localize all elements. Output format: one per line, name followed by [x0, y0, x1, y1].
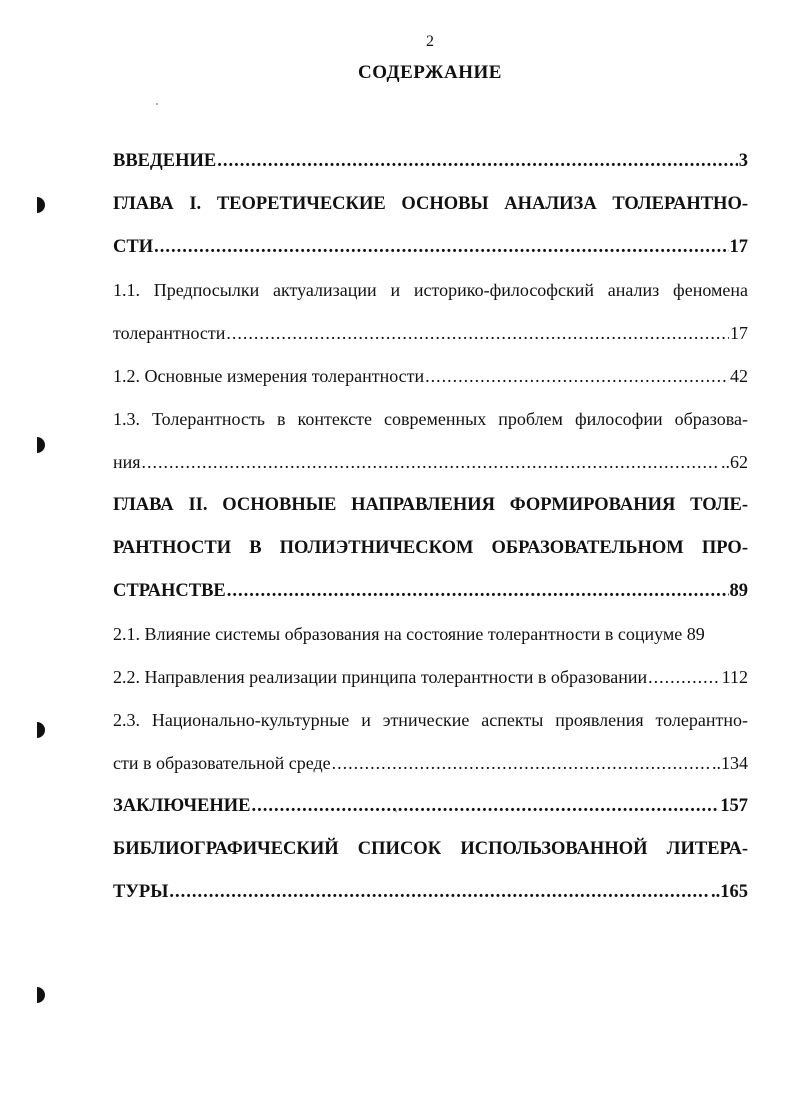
- binding-hole-mark: [37, 197, 45, 213]
- toc-entry-chapter-2-end[interactable]: [113, 578, 748, 604]
- toc-entry-bibliography-cont[interactable]: [113, 879, 748, 905]
- toc-entry-text: ГЛАВА II. ОСНОВНЫЕ НАПРАВЛЕНИЯ ФОРМИРОВАНИЯ ТОЛЕ-: [113, 495, 748, 515]
- toc-entry-chapter-2-cont[interactable]: [113, 535, 748, 561]
- page-number: 2: [426, 33, 434, 50]
- toc-entry-bibliography[interactable]: [113, 836, 748, 862]
- toc-entry-page: 42: [730, 366, 748, 386]
- toc-entry-1-3-cont[interactable]: [113, 449, 748, 475]
- binding-hole-mark: [37, 437, 45, 453]
- toc-entry-2-3-cont[interactable]: [113, 750, 748, 776]
- toc-entry-page: ..165: [711, 882, 748, 902]
- dot-leader: [226, 320, 729, 346]
- toc-entry-text: ТУРЫ: [113, 882, 169, 902]
- toc-entry-text: БИБЛИОГРАФИЧЕСКИЙ СПИСОК ИСПОЛЬЗОВАННОЙ ЛИТЕРА-: [113, 839, 748, 859]
- dot-leader: [252, 793, 720, 819]
- toc-entry-text: РАНТНОСТИ В ПОЛИЭТНИЧЕСКОМ ОБРАЗОВАТЕЛЬНОМ ПРО-: [113, 538, 748, 558]
- toc-entry-text: 2.1. Влияние системы образования на состояние толерантности в социуме 89: [113, 624, 705, 644]
- dot-leader: [332, 750, 711, 776]
- toc-entry-text: СТРАНСТВЕ: [113, 581, 226, 601]
- toc-entry-text: ЗАКЛЮЧЕНИЕ: [113, 796, 251, 816]
- toc-entry-page: 112: [721, 667, 748, 687]
- toc-entry-text: 2.3. Национально-культурные и этнические аспекты проявления толерантно-: [113, 710, 748, 730]
- dot-leader: [648, 664, 721, 690]
- toc-entry-page: 17: [730, 323, 748, 343]
- dot-leader: [169, 879, 710, 905]
- toc-entry-text: толерантности: [113, 323, 226, 343]
- toc-entry-page: ..62: [721, 452, 748, 472]
- toc-entry-chapter-1[interactable]: [113, 191, 748, 217]
- binding-hole-mark: [37, 722, 45, 738]
- toc-entry-1-1[interactable]: [113, 277, 748, 303]
- toc-entry-chapter-2[interactable]: [113, 492, 748, 518]
- toc-entry-2-1[interactable]: [113, 621, 748, 647]
- toc-entry-2-3[interactable]: [113, 707, 748, 733]
- toc-entry-text: 1.3. Толерантность в контексте современных проблем философии образова-: [113, 409, 748, 429]
- toc-entry-2-2[interactable]: [113, 664, 748, 690]
- toc-entry-text: 2.2. Направления реализации принципа толерантности в образовании: [113, 667, 648, 687]
- toc-entry-page: 89: [729, 581, 748, 601]
- toc-entry-1-3[interactable]: [113, 406, 748, 432]
- toc-entry-introduction[interactable]: [113, 148, 748, 174]
- toc-entry-text: ВВЕДЕНИЕ: [113, 151, 217, 171]
- toc-entry-text: СТИ: [113, 237, 154, 257]
- dot-leader: [154, 234, 728, 260]
- toc-entry-chapter-1-cont[interactable]: [113, 234, 748, 260]
- toc-entry-page: 157: [720, 796, 748, 816]
- toc-entry-1-1-cont[interactable]: [113, 320, 748, 346]
- toc-entry-text: 1.2. Основные измерения толерантности: [113, 366, 425, 386]
- toc-entry-page: 17: [729, 237, 748, 257]
- toc-entry-text: ния: [113, 452, 141, 472]
- dot-leader: [227, 578, 729, 604]
- dot-leader: [217, 148, 738, 174]
- scan-speck: [156, 103, 158, 105]
- toc-entry-text: ГЛАВА I. ТЕОРЕТИЧЕСКИЕ ОСНОВЫ АНАЛИЗА ТОЛЕРАНТНО-: [113, 194, 748, 214]
- page-title: СОДЕРЖАНИЕ: [358, 62, 502, 83]
- toc-entry-page: 3: [738, 151, 748, 171]
- binding-hole-mark: [37, 987, 45, 1003]
- toc-entry-text: сти в образовательной среде: [113, 753, 331, 773]
- toc-entry-conclusion[interactable]: [113, 793, 748, 819]
- toc-entry-text: 1.1. Предпосылки актуализации и историко-философский анализ феномена: [113, 280, 748, 300]
- dot-leader: [425, 363, 729, 389]
- toc-entry-page: ..134: [712, 753, 748, 773]
- dot-leader: [142, 449, 720, 475]
- toc-entry-1-2[interactable]: [113, 363, 748, 389]
